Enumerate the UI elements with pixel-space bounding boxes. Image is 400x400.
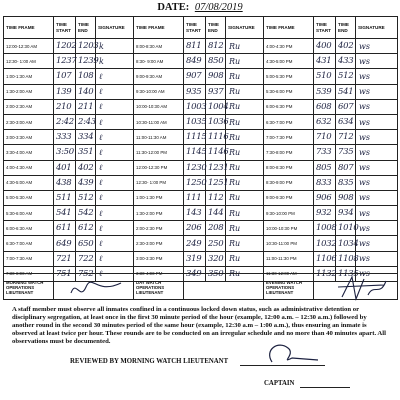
time-frame-cell: 11:00-11:30 PM [264,251,314,266]
time-end-cell[interactable]: 1239 [76,54,96,69]
time-frame-cell: 10:00-10:30 AM [134,99,184,114]
signature-cell[interactable]: k [96,54,134,69]
table-row [4,236,398,251]
signature-cell[interactable]: ℓ [96,160,134,175]
time-end-cell[interactable]: 908 [336,190,356,205]
time-frame-cell: 6:30-7:00 AM [4,236,54,251]
col-time-end: TIME END [206,17,226,39]
time-end-cell[interactable]: 112 [206,190,226,205]
col-signature: SIGNATURE [96,17,134,39]
time-frame-cell: 4:00-4:30 PM [264,39,314,54]
time-end-cell[interactable]: 512 [336,69,356,84]
signature-cell[interactable]: Ru [226,130,264,145]
time-frame-cell: 11:00-11:30 AM [134,130,184,145]
time-frame-cell: 1:00-1:30 AM [4,69,54,84]
time-frame-cell: 11:30-12:00 PM [134,145,184,160]
time-end-cell[interactable]: 612 [76,221,96,236]
time-frame-cell: 7:30-8:00 PM [264,145,314,160]
col-time-frame: TIME FRAME [4,17,54,39]
time-end-cell[interactable]: 512 [76,190,96,205]
time-frame-cell: 1:00-1:30 PM [134,190,184,205]
time-frame-cell: 7:00-7:30 PM [264,130,314,145]
time-start-cell[interactable]: 249 [184,236,206,251]
col-signature: SIGNATURE [356,17,398,39]
signature-cell[interactable]: ws [356,39,398,54]
table-row [4,160,398,175]
col-time-frame: TIME FRAME [264,17,314,39]
time-frame-cell: 4:30-5:00 PM [264,54,314,69]
time-start-cell[interactable]: 210 [54,99,76,114]
date-label: DATE: [157,2,190,13]
time-start-cell[interactable]: 721 [54,251,76,266]
time-end-cell[interactable]: 937 [206,84,226,99]
signature-cell[interactable]: ℓ [96,236,134,251]
time-end-cell[interactable]: 807 [336,160,356,175]
time-start-cell[interactable]: 1003 [184,99,206,114]
time-end-cell[interactable]: 211 [76,99,96,114]
time-start-cell[interactable]: 438 [54,175,76,190]
signature-cell[interactable]: ℓ [96,206,134,221]
time-start-cell[interactable]: 2:42 [54,114,76,129]
time-start-cell[interactable]: 733 [314,145,336,160]
time-frame-cell: 5:30-6:00 PM [264,84,314,99]
signature-cell[interactable]: ws [356,266,398,281]
time-start-cell[interactable]: 906 [314,190,336,205]
signature-cell[interactable]: ws [356,221,398,236]
time-frame-cell: 10:00-10:30 PM [264,221,314,236]
signature-cell[interactable]: ℓ [96,69,134,84]
time-end-cell[interactable]: 634 [336,114,356,129]
signature-cell[interactable]: ℓ [96,114,134,129]
signature-cell[interactable]: ℓ [96,175,134,190]
time-start-cell[interactable]: 1237 [54,54,76,69]
time-end-cell[interactable]: 350 [206,266,226,281]
time-start-cell[interactable]: 139 [54,84,76,99]
signature-cell[interactable]: Ru [226,39,264,54]
col-time-start: TIME START [184,17,206,39]
time-end-cell[interactable]: 402 [336,39,356,54]
col-time-start: TIME START [314,17,336,39]
time-end-cell[interactable]: 1251 [206,175,226,190]
time-end-cell[interactable]: 542 [76,206,96,221]
evening-lieutenant-label: EVENING WATCH OPERATIONS LIEUTENANT [264,274,314,300]
signature-cell[interactable]: ws [356,69,398,84]
time-frame-cell: 2:00-2:30 PM [134,221,184,236]
time-end-cell[interactable]: 1203 [76,39,96,54]
time-frame-cell: 6:30-7:00 PM [264,114,314,129]
signature-cell[interactable]: ws [356,175,398,190]
signature-cell[interactable]: ℓ [96,190,134,205]
time-end-cell[interactable]: 712 [336,130,356,145]
time-frame-cell: 10:30-11:00 PM [264,236,314,251]
time-frame-cell: 3:00-3:30 AM [4,130,54,145]
time-start-cell[interactable]: 143 [184,206,206,221]
time-end-cell[interactable]: 735 [336,145,356,160]
time-frame-cell: 4:00-4:30 AM [4,160,54,175]
time-start-cell[interactable]: 833 [314,175,336,190]
signature-cell[interactable]: Ru [226,99,264,114]
time-end-cell[interactable]: 402 [76,160,96,175]
signature-cell[interactable]: ws [356,130,398,145]
col-time-start: TIME START [54,17,76,39]
signature-cell[interactable]: Ru [226,175,264,190]
time-end-cell[interactable]: 1231 [206,160,226,175]
col-signature: SIGNATURE [226,17,264,39]
time-start-cell[interactable]: 710 [314,130,336,145]
time-frame-cell: 8:00-8:30 AM [134,39,184,54]
time-end-cell[interactable]: 1108 [336,251,356,266]
time-end-cell[interactable]: 1135 [336,266,356,281]
time-start-cell[interactable]: 1250 [184,175,206,190]
time-frame-cell: 12:00-12:30 AM [4,39,54,54]
time-end-cell[interactable]: 1036 [206,114,226,129]
time-start-cell[interactable]: 611 [54,221,76,236]
signature-cell[interactable]: ℓ [96,221,134,236]
time-end-cell[interactable]: 850 [206,54,226,69]
time-start-cell[interactable]: 539 [314,84,336,99]
col-time-end: TIME END [336,17,356,39]
time-start-cell[interactable]: 1230 [184,160,206,175]
time-start-cell[interactable]: 932 [314,206,336,221]
time-start-cell[interactable]: 541 [54,206,76,221]
round-log-table [3,16,398,282]
time-frame-cell: 8:30- 9:00 AM [134,54,184,69]
day-lieutenant-signature[interactable] [184,274,264,300]
signature-cell[interactable]: ℓ [96,145,134,160]
time-frame-cell: 5:00-5:30 AM [4,190,54,205]
time-end-cell[interactable]: 752 [76,266,96,281]
table-row [4,84,398,99]
time-frame-cell: 3:30-4:00 PM [134,266,184,281]
time-frame-cell: 5:30-6:00 AM [4,206,54,221]
date-value: 07/08/2019 [194,2,243,13]
time-frame-cell: 9:30-10:00 AM [134,84,184,99]
time-frame-cell: 9:30-10:00 PM [264,206,314,221]
time-start-cell[interactable]: 849 [184,54,206,69]
time-start-cell[interactable]: 751 [54,266,76,281]
reviewed-by-label: REVIEWED BY MORNING WATCH LIEUTENANT [70,358,229,365]
table-row [4,99,398,114]
morning-lieutenant-label: MORNING WATCH OPERATIONS LIEUTENANT [4,274,54,300]
table-row [4,175,398,190]
time-end-cell[interactable]: 1034 [336,236,356,251]
time-end-cell[interactable]: 351 [76,145,96,160]
signature-cell[interactable]: ws [356,145,398,160]
time-end-cell[interactable]: 541 [336,84,356,99]
table-row [4,39,398,54]
time-frame-cell: 7:00-7:30 AM [4,251,54,266]
time-end-cell[interactable]: 607 [336,99,356,114]
table-row [4,69,398,84]
time-start-cell[interactable]: 1035 [184,114,206,129]
time-start-cell[interactable]: 608 [314,99,336,114]
time-end-cell[interactable]: 334 [76,130,96,145]
time-end-cell[interactable]: 320 [206,251,226,266]
time-frame-cell: 9:00-9:30 AM [134,69,184,84]
time-frame-cell: 3:30-4:00 AM [4,145,54,160]
time-end-cell[interactable]: 908 [206,69,226,84]
signature-cell[interactable]: ℓ [96,130,134,145]
table-row [4,114,398,129]
time-frame-cell: 7:30-8:00 AM [4,266,54,281]
header-row [4,17,398,39]
time-end-cell[interactable]: 250 [206,236,226,251]
time-end-cell[interactable]: 812 [206,39,226,54]
table-row [4,221,398,236]
time-start-cell[interactable]: 510 [314,69,336,84]
time-end-cell[interactable]: 433 [336,54,356,69]
time-start-cell[interactable]: 1008 [314,221,336,236]
time-frame-cell: 12:30- 1:00 PM [134,175,184,190]
table-row [4,190,398,205]
time-frame-cell: 6:00-6:30 AM [4,221,54,236]
time-end-cell[interactable]: 722 [76,251,96,266]
time-end-cell[interactable]: 108 [76,69,96,84]
time-start-cell[interactable]: 811 [184,39,206,54]
signature-cell[interactable]: Ru [226,221,264,236]
time-start-cell[interactable]: 511 [54,190,76,205]
signature-cell[interactable]: ws [356,236,398,251]
table-row [4,130,398,145]
time-start-cell[interactable]: 431 [314,54,336,69]
time-start-cell[interactable]: 400 [314,39,336,54]
time-frame-cell: 8:00-8:30 PM [264,160,314,175]
col-time-end: TIME END [76,17,96,39]
signature-scribble [334,275,394,301]
signature-cell[interactable]: Ru [226,69,264,84]
time-end-cell[interactable]: 650 [76,236,96,251]
signature-cell[interactable]: Ru [226,84,264,99]
time-start-cell[interactable]: 349 [184,266,206,281]
signature-cell[interactable]: Ru [226,206,264,221]
morning-lieutenant-signature[interactable] [54,274,134,300]
signature-cell[interactable]: ws [356,190,398,205]
evening-lieutenant-signature[interactable] [314,274,398,300]
time-start-cell[interactable]: 649 [54,236,76,251]
time-frame-cell: 1:30-2:00 AM [4,84,54,99]
time-start-cell[interactable]: 1115 [184,130,206,145]
signature-cell[interactable]: k [96,39,134,54]
table-row [4,54,398,69]
signature-cell[interactable]: ℓ [96,99,134,114]
signature-cell[interactable]: Ru [226,54,264,69]
time-start-cell[interactable]: 3:50 [54,145,76,160]
signature-cell[interactable]: ws [356,99,398,114]
time-start-cell[interactable]: 805 [314,160,336,175]
time-frame-cell: 8:30-9:00 PM [264,175,314,190]
table-row [4,145,398,160]
day-lieutenant-label: DAY WATCH OPERATIONS LIEUTENANT [134,274,184,300]
time-end-cell[interactable]: 2:43 [76,114,96,129]
lieutenant-signoff-table [3,273,398,300]
time-frame-cell: 2:30-3:00 PM [134,236,184,251]
time-start-cell[interactable]: 107 [54,69,76,84]
time-start-cell[interactable]: 333 [54,130,76,145]
time-end-cell[interactable]: 1146 [206,145,226,160]
time-frame-cell: 12:00-12:30 PM [134,160,184,175]
time-start-cell[interactable]: 632 [314,114,336,129]
time-frame-cell: 11:30-12:00 AM [264,266,314,281]
time-start-cell[interactable]: 907 [184,69,206,84]
time-end-cell[interactable]: 140 [76,84,96,99]
time-start-cell[interactable]: 1032 [314,236,336,251]
time-end-cell[interactable]: 835 [336,175,356,190]
time-start-cell[interactable]: 319 [184,251,206,266]
time-end-cell[interactable]: 1004 [206,99,226,114]
time-end-cell[interactable]: 1116 [206,130,226,145]
time-end-cell[interactable]: 144 [206,206,226,221]
time-start-cell[interactable]: 1132 [314,266,336,281]
signature-cell[interactable]: ws [356,114,398,129]
time-start-cell[interactable]: 206 [184,221,206,236]
time-start-cell[interactable]: 935 [184,84,206,99]
instructions-paragraph: A staff member must observe all inmates confined in a continuous locked down status, such as administrative detention or disciplinary segregation, at least once in the first 30 minute period of the hour (example, 12:00 a.m. – 12:30 a.m.) followed by another round in the second 30 minutes period of the same hour (example, 12:30 a.m – 1:00 a.m.), thus ensuring an inmate is observed at least twice per hour. These rounds are to be conducted on an irregular schedule and no more than 40 minutes apart. All observations must be documented. [12,306,386,346]
signature-cell[interactable]: Ru [226,114,264,129]
signature-cell[interactable]: ws [356,54,398,69]
time-frame-cell: 5:00-5:30 PM [264,69,314,84]
signature-cell[interactable]: Ru [226,236,264,251]
signature-cell[interactable]: Ru [226,266,264,281]
time-frame-cell: 6:00-6:30 PM [264,99,314,114]
signature-cell[interactable]: Ru [226,190,264,205]
captain-signature-line[interactable] [300,387,350,388]
table-row [4,206,398,221]
time-frame-cell: 1:30-2:00 PM [134,206,184,221]
time-frame-cell: 12:30- 1:00 AM [4,54,54,69]
signature-cell[interactable]: ws [356,84,398,99]
time-frame-cell: 10:30-11:00 AM [134,114,184,129]
reviewer-signature-scribble [262,340,322,368]
time-start-cell[interactable]: 1106 [314,251,336,266]
time-end-cell[interactable]: 1010 [336,221,356,236]
time-start-cell[interactable]: 111 [184,190,206,205]
col-time-frame: TIME FRAME [134,17,184,39]
time-start-cell[interactable]: 401 [54,160,76,175]
signature-cell[interactable]: ℓ [96,251,134,266]
time-start-cell[interactable]: 1145 [184,145,206,160]
signature-cell[interactable]: Ru [226,251,264,266]
signature-cell[interactable]: ℓ [96,84,134,99]
time-end-cell[interactable]: 934 [336,206,356,221]
date-header [0,2,400,13]
time-frame-cell: 3:00-3:30 PM [134,251,184,266]
time-end-cell[interactable]: 439 [76,175,96,190]
time-frame-cell: 2:30-3:00 AM [4,114,54,129]
table-row [4,251,398,266]
signature-cell[interactable]: ws [356,206,398,221]
signature-cell[interactable]: Ru [226,160,264,175]
signature-cell[interactable]: ℓ [96,266,134,281]
time-end-cell[interactable]: 208 [206,221,226,236]
time-frame-cell: 2:00-2:30 AM [4,99,54,114]
captain-label: CAPTAIN [264,380,295,387]
signature-cell[interactable]: Ru [226,145,264,160]
time-frame-cell: 4:30-5:00 AM [4,175,54,190]
signature-cell[interactable]: ws [356,251,398,266]
time-start-cell[interactable]: 1202 [54,39,76,54]
time-frame-cell: 9:00-9:30 PM [264,190,314,205]
signature-cell[interactable]: ws [356,160,398,175]
signature-scribble [66,277,126,299]
